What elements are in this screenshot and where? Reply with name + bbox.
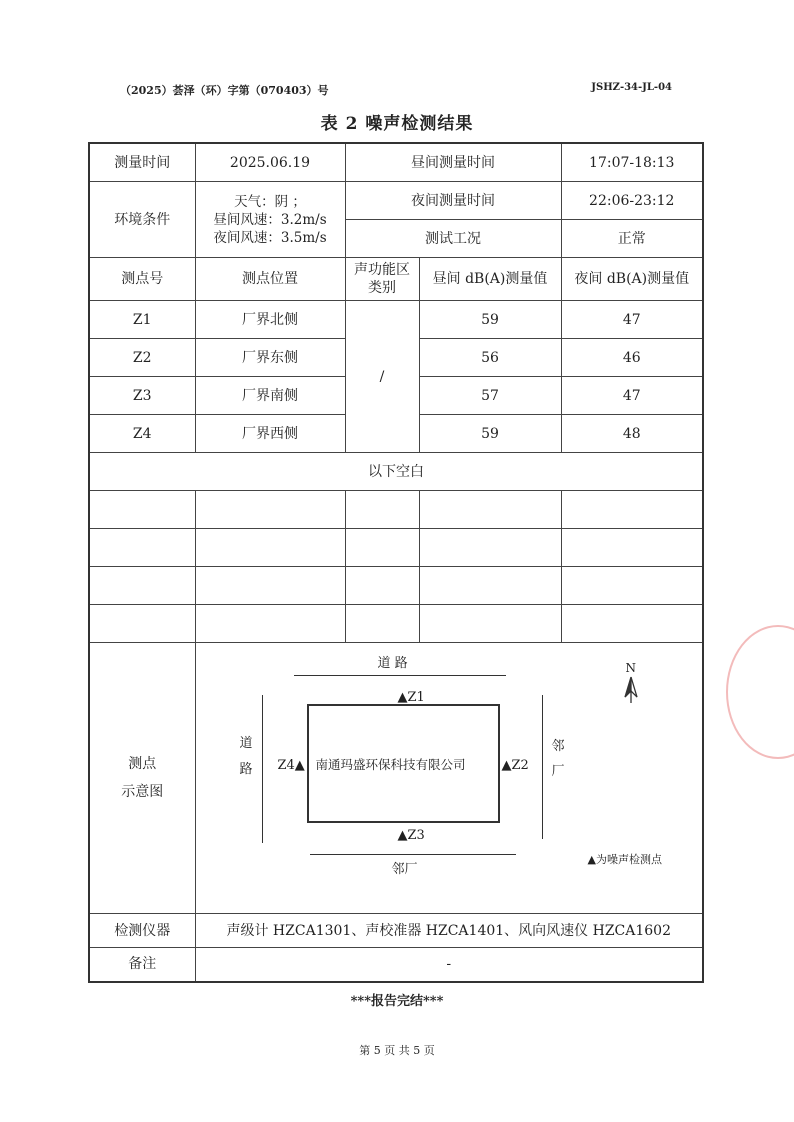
right-neighbor-line bbox=[542, 695, 543, 839]
remark-value: - bbox=[195, 948, 703, 982]
page-number: 第 5 页 共 5 页 bbox=[359, 1044, 435, 1057]
measure-date: 2025.06.19 bbox=[195, 143, 345, 182]
left-road-label-2: 路 bbox=[239, 762, 253, 777]
empty-row bbox=[89, 567, 703, 605]
col-day-value: 昼间 dB(A)测量值 bbox=[419, 258, 561, 301]
work-cond-value: 正常 bbox=[561, 220, 703, 258]
z1-marker: ▲Z1 bbox=[397, 690, 425, 705]
point-loc: 厂界南侧 bbox=[195, 377, 345, 415]
diagram-label-line1: 测点 bbox=[128, 756, 157, 772]
empty-row bbox=[89, 491, 703, 529]
top-road-label: 道 路 bbox=[377, 656, 408, 671]
left-road-line bbox=[262, 695, 263, 843]
z2-marker: ▲Z2 bbox=[501, 758, 529, 773]
site-diagram bbox=[195, 643, 703, 914]
table-row bbox=[89, 301, 703, 339]
company-name: 南通玛盛环保科技有限公司 bbox=[315, 757, 466, 772]
point-loc: 厂界北侧 bbox=[195, 301, 345, 339]
weather-text: 天气：阴 ； bbox=[234, 193, 306, 210]
z3-marker: ▲Z3 bbox=[397, 828, 425, 843]
column-header-row bbox=[89, 258, 703, 301]
point-no: Z1 bbox=[89, 301, 195, 339]
zone-type-value: / bbox=[345, 301, 419, 453]
env-label: 环境条件 bbox=[89, 182, 195, 258]
right-neighbor-label-2: 厂 bbox=[551, 764, 565, 779]
day-wind-text: 昼间风速：3.2m/s bbox=[213, 211, 327, 228]
bottom-neighbor-label: 邻厂 bbox=[391, 862, 418, 877]
point-no: Z2 bbox=[89, 339, 195, 377]
instrument-label: 检测仪器 bbox=[89, 914, 195, 948]
diagram-label-line2: 示意图 bbox=[121, 784, 164, 800]
point-no: Z3 bbox=[89, 377, 195, 415]
remark-row bbox=[89, 948, 703, 982]
col-zone-type: 声功能区类别 bbox=[345, 258, 419, 301]
partial-stamp bbox=[726, 625, 794, 759]
env-row-1 bbox=[89, 182, 703, 220]
top-road-line bbox=[294, 675, 506, 676]
table-title: 表 2 噪声检测结果 bbox=[320, 114, 474, 134]
point-loc: 厂界东侧 bbox=[195, 339, 345, 377]
day-value: 56 bbox=[419, 339, 561, 377]
right-neighbor-label-1: 邻 bbox=[551, 739, 565, 754]
noise-results-table bbox=[88, 142, 704, 983]
night-wind-text: 夜间风速：3.5m/s bbox=[213, 229, 327, 246]
night-time-label: 夜间测量时间 bbox=[345, 182, 561, 220]
day-value: 59 bbox=[419, 301, 561, 339]
report-end-text: ***报告完结*** bbox=[350, 994, 444, 1009]
day-time-value: 17:07-18:13 bbox=[561, 143, 703, 182]
day-value: 59 bbox=[419, 415, 561, 453]
night-value: 46 bbox=[561, 339, 703, 377]
diagram-label bbox=[89, 643, 195, 914]
col-point-no: 测点号 bbox=[89, 258, 195, 301]
diagram-row bbox=[89, 643, 703, 914]
night-time-value: 22:06-23:12 bbox=[561, 182, 703, 220]
point-loc: 厂界西侧 bbox=[195, 415, 345, 453]
day-value: 57 bbox=[419, 377, 561, 415]
blank-note-row bbox=[89, 453, 703, 491]
night-value: 47 bbox=[561, 377, 703, 415]
col-point-loc: 测点位置 bbox=[195, 258, 345, 301]
legend-text: ▲为噪声检测点 bbox=[587, 853, 662, 866]
env-conditions bbox=[195, 182, 345, 258]
document-code: JSHZ-34-JL-04 bbox=[591, 82, 672, 93]
empty-row bbox=[89, 605, 703, 643]
empty-row bbox=[89, 529, 703, 567]
night-value: 47 bbox=[561, 301, 703, 339]
work-cond-label: 测试工况 bbox=[345, 220, 561, 258]
report-number: （2025）荟泽（环）字第（070403）号 bbox=[120, 84, 329, 97]
col-night-value: 夜间 dB(A)测量值 bbox=[561, 258, 703, 301]
measure-time-label: 测量时间 bbox=[89, 143, 195, 182]
left-road-label-1: 道 bbox=[239, 736, 253, 751]
night-value: 48 bbox=[561, 415, 703, 453]
instrument-list: 声级计 HZCA1301、声校准器 HZCA1401、风向风速仪 HZCA1602 bbox=[195, 914, 703, 948]
instrument-row bbox=[89, 914, 703, 948]
point-no: Z4 bbox=[89, 415, 195, 453]
remark-label: 备注 bbox=[89, 948, 195, 982]
z4-marker: Z4▲ bbox=[277, 758, 305, 773]
north-arrow-icon bbox=[622, 675, 640, 705]
day-time-label: 昼间测量时间 bbox=[345, 143, 561, 182]
north-label: N bbox=[625, 661, 636, 675]
bottom-neighbor-line bbox=[310, 854, 516, 855]
measure-time-row bbox=[89, 143, 703, 182]
blank-note: 以下空白 bbox=[89, 453, 703, 491]
